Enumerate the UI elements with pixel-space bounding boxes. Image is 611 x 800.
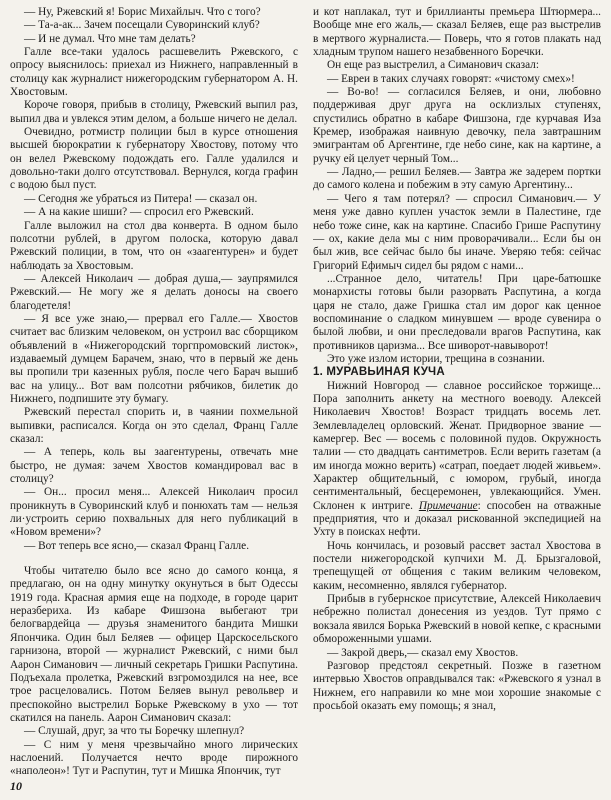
paragraph: — Евреи в таких случаях говорят: «чистому смех»!	[327, 72, 575, 85]
page-number: 10	[10, 779, 22, 793]
paragraph: Он еще раз выстрелил, а Симанович сказал:	[327, 59, 539, 72]
paragraph: Прибыв в губернское присутствие, Алексей Николаевич небрежно полистал донесения из уездов. Тут прямо с вокзала явился Борька Ржевский в новой кепке, с красными обмороженными ушами.	[313, 593, 601, 646]
paragraph: Чтобы читателю было все ясно до самого конца, я предлагаю, он на одну минутку окунуться в быт Одессы 1919 года. Красная армия еще на подходе, в городе царит неразбериха. Из кабаре Фишзона выбегают три белогвардейца — друзья знаменитого бандита Мишки Япончика. Один был Беляев — офицер Царскосельского гарнизона, второй — журналист Ржевский, с ними был Аарон Симанович — личный секретарь Гришки Распутина. Подъехала пролетка, Ржевский взгромоздился на нее, все трое расцеловались. Потом Беляев вынул револьвер и преспокойно выстрелил Борьке Ржевскому в ухо — тот скатился на панель. Аарон Симанович сказал:	[10, 565, 298, 724]
paragraph: — С ним у меня чрезвычайно много лирических наслоений. Получается нечто вроде пирожного «наполеон»! Тут и Распутин, тут и Мишка Япончик, тут	[10, 738, 298, 778]
right-column	[313, 6, 601, 778]
section-heading: 1. МУРАВЬИНАЯ КУЧА	[313, 366, 445, 379]
paragraph: — Во-во! — согласился Беляев, и они, любовно поддерживая друг друга на осклизлых ступенях, спустились обратно в кабаре Фишзона, где курчавая Иза Кремер, изображая наивную девочку, пела завтрашним эмигрантам об Аргентине, где небо сине, как на картине, а ручку ей целует черный Том...	[313, 86, 601, 165]
paragraph: Ржевский перестал спорить и, в чаянии похмельной выпивки, расписался. Когда он это сделал, Франц Галле сказал:	[10, 406, 298, 445]
paragraph: — Он... просил меня... Алексей Николаич просил проникнуть в Суворинский клуб и понюхать там — нельзя ли·устроить серию похвальных для него публикаций в «Новом времени»?	[10, 486, 298, 539]
paragraph: Очевидно, ротмистр полиции был в курсе отношения высшей бюрократии к губернатору Хвостову, потому что он велел Ржевскому подождать его. Галле удалился и довольно-таки долго отсутствовал. Вернулся, когда графин с водою был пуст.	[10, 126, 298, 192]
note-term: Примечание	[418, 499, 478, 512]
paragraph: — Слушай, друг, за что ты Боречку шлепнул?	[24, 725, 245, 738]
paragraph-text: : способен на отважные предприятия, что и доказал рискованной экспедицией на Ухту в поисках нефти.	[313, 499, 601, 539]
paragraph: Короче говоря, прибыв в столицу, Ржевский выпил раз, выпил два и увлекся этим делом, а больше ничего не делал.	[10, 99, 298, 125]
paragraph: — А на какие шиши? — спросил его Ржевский.	[24, 206, 254, 219]
paragraph: Ночь кончилась, и розовый рассвет застал Хвостова в постели нижегородской купчихи М. Д. Брызгаловой, трепещущей от общения с таким великим человеком, каким, несомненно, являлся губернатор.	[313, 539, 601, 592]
paragraph: — Закрой дверь,— сказал ему Хвостов.	[327, 646, 519, 659]
paragraph: Галле все-таки удалось расшевелить Ржевского, с опросу выяснилось: приехал из Нижнего, направленный в столицу как журналист нижегородским губернатором А. Н. Хвостовым.	[10, 46, 298, 99]
paragraph: — Ладно,— решил Беляев.— Завтра же задерем портки до самого колена и побежим в эту самую Аргентину...	[313, 166, 601, 192]
paragraph: — Вот теперь все ясно,— сказал Франц Галле.	[24, 539, 250, 552]
paragraph: и кот наплакал, тут и бриллианты премьера Штюрмера... Вообще мне его жаль,— сказал Беляев, еще раз выстрелив в мертвого журналиста.— Поверь, что я готов плакать над хладным трупом нашего незабвенного Боречки.	[313, 6, 601, 59]
paragraph: — Ну, Ржевский я! Борис Михайлыч. Что с того?	[24, 6, 261, 18]
paragraph: Это уже излом истории, трещина в сознании.	[327, 352, 545, 365]
paragraph: Галле выложил на стол два конверта. В одном было полсотни рублей, в другом полоска, которую давал Ржевский полиции, в том, что он «заагентурен» и будет наблюдать за Хвостовым.	[10, 219, 298, 272]
paragraph: — А теперь, коль вы заагентурены, отвечать мне быстро, не думая: зачем Хвостов командировал вас в столицу?	[10, 446, 298, 486]
paragraph-text: Нижний Новгород — славное российское торжище... Пора заполнить анкету на местного воеводу. Алексей Николаевич Хвостов! Возраст тридцать восемь лет. Землевладелец орловский. Женат. Придворное звание — камергер. Вес — восемь с половиной пудов. Окружность талии — сто двадцать сантиметров. Если верить газетам (а им иногда можно верить) «сатрап, поедает людей живьем». Характер общительный, с юмором, грубый, иногда сентиментальный, бесцеремонен, увлекающийся. Умен. Склонен к интриге.	[313, 379, 601, 512]
paragraph: — Сегодня же убраться из Питера! — сказал он.	[24, 192, 258, 205]
section-gap	[10, 553, 298, 565]
paragraph: Разговор предстоял секретный. Позже в газетном интервью Хвостов оправдывался так: «Ржевского я узнал в Нижнем, его направили ко мне мои хорошие знакомые с просьбой оказать ему помощь; я знал,	[313, 659, 601, 712]
paragraph: — Чего я там потерял? — спросил Симанович.— У меня уже давно куплен участок земли в Палестине, где небо тоже сине, как на картине. Спасибо Грише Распутину — ох, какие дела мы с ним проворачивали... Если бы он был жив, все сейчас было бы иначе. Уверяю тебя: сейчас Григорий Ефимыч сидел бы рядом с нами...	[313, 192, 601, 272]
paragraph: ...Странное дело, читатель! При царе-батюшке монархисты готовы были разорвать Распутина, а когда царя не стало, даже Гришка стал им дорог как ценное воспоминание о сладком минувшем — вроде сувенира о былой любви, и они преследовали врагов Распутина, как противников царизма... Все шиворот-навыворот!	[313, 272, 601, 352]
paragraph: — И не думал. Что мне там делать?	[24, 32, 196, 45]
paragraph: — Та-а-ак... Зачем посещали Суворинский клуб?	[24, 19, 260, 32]
paragraph	[313, 380, 601, 540]
paragraph: — Я все уже знаю,— прервал его Галле.— Хвостов считает вас близким человеком, он устроил вас сборщиком объявлений в «Нижегородский торгпромовский листок», издаваемый думцем Барачем, знаю, что в первый же день вы пропили три казенных рубля, после чего Барач вышиб вас на улицу... Вот вам полсотни рябчиков, билетик до Нижнего, подпишите эту бумагу.	[10, 312, 298, 405]
left-column	[10, 6, 298, 778]
paragraph: — Алексей Николаич — добрая душа,— заупрямился Ржевский.— Не могу же я делать доносы на своего благодетеля!	[10, 272, 298, 312]
